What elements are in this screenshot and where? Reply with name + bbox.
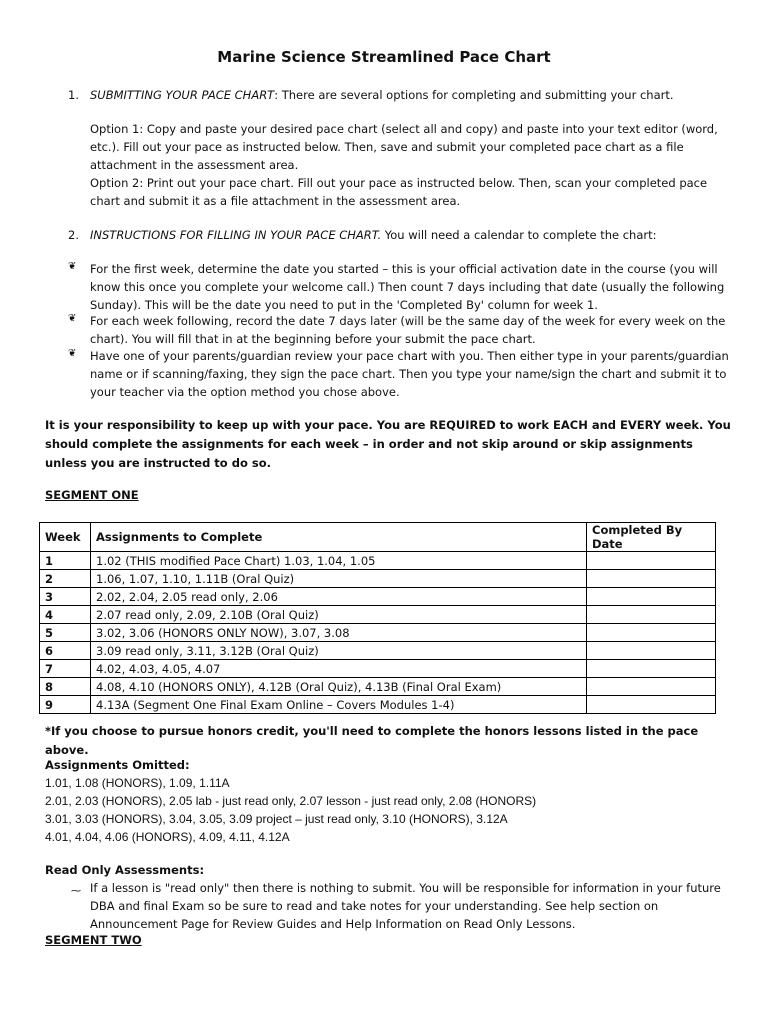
omitted-line: 3.01, 3.03 (HONORS), 3.04, 3.05, 3.09 project – just read only, 3.10 (HONORS), 3.12A	[45, 812, 508, 826]
table-row	[40, 606, 716, 624]
segment-one-heading: SEGMENT ONE	[45, 488, 139, 502]
segment-two-heading: SEGMENT TWO	[45, 933, 142, 947]
completed-by-cell[interactable]	[587, 642, 716, 660]
section-instructions	[68, 226, 728, 244]
completed-by-cell[interactable]	[587, 660, 716, 678]
week-cell: 7	[40, 660, 91, 678]
completed-by-cell[interactable]	[587, 678, 716, 696]
week-cell: 3	[40, 588, 91, 606]
completed-by-cell[interactable]	[587, 570, 716, 588]
table-row	[40, 552, 716, 570]
section-number: 1.	[68, 88, 79, 102]
feather-bullet-icon: ❦	[68, 348, 77, 359]
assignments-cell: 1.02 (THIS modified Pace Chart) 1.03, 1.04, 1.05	[91, 552, 587, 570]
omitted-heading: Assignments Omitted:	[45, 758, 190, 772]
completed-by-cell[interactable]	[587, 588, 716, 606]
section-submitting	[68, 86, 728, 104]
wave-bullet-icon: ⁓	[71, 886, 81, 897]
week-cell: 4	[40, 606, 91, 624]
assignments-cell: 4.08, 4.10 (HONORS ONLY), 4.12B (Oral Quiz), 4.13B (Final Oral Exam)	[91, 678, 587, 696]
read-only-heading: Read Only Assessments:	[45, 863, 205, 877]
page-title: Marine Science Streamlined Pace Chart	[217, 48, 551, 66]
assignments-cell: 2.02, 2.04, 2.05 read only, 2.06	[91, 588, 587, 606]
option-2-text: Option 2: Print out your pace chart. Fill out your pace as instructed below. Then, scan your completed pace chart and submit it as a file attachment in the assessment area.	[90, 176, 708, 208]
table-row	[40, 678, 716, 696]
completed-by-cell[interactable]	[587, 696, 716, 714]
table-header-row	[40, 523, 716, 552]
assignments-cell: 3.02, 3.06 (HONORS ONLY NOW), 3.07, 3.08	[91, 624, 587, 642]
column-header-assignments: Assignments to Complete	[91, 523, 587, 552]
assignments-cell: 2.07 read only, 2.09, 2.10B (Oral Quiz)	[91, 606, 587, 624]
assignments-cell: 4.02, 4.03, 4.05, 4.07	[91, 660, 587, 678]
feather-bullet-icon: ❦	[68, 261, 77, 272]
feather-bullet-icon: ❦	[68, 313, 77, 324]
completed-by-cell[interactable]	[587, 606, 716, 624]
week-cell: 5	[40, 624, 91, 642]
column-header-week: Week	[40, 523, 91, 552]
table-row	[40, 588, 716, 606]
section-number: 2.	[68, 228, 79, 242]
assignments-cell: 4.13A (Segment One Final Exam Online – Covers Modules 1-4)	[91, 696, 587, 714]
section-heading: SUBMITTING YOUR PACE CHART	[90, 88, 275, 102]
responsibility-note: It is your responsibility to keep up with your pace. You are REQUIRED to work EACH and EVERY week. You should complete the assignments for each week – in order and not skip around or skip assignments unless you are instructed to do so.	[45, 418, 731, 470]
section-text: : There are several options for completing and submitting your chart.	[274, 88, 674, 102]
bullet-text: Have one of your parents/guardian review your pace chart with you. Then either type in your parents/guardian name or if scanning/faxing, they sign the pace chart. Then you type your name/sign the chart and submit it to your teacher via the option method you chose above.	[90, 349, 729, 399]
omitted-line: 2.01, 2.03 (HONORS), 2.05 lab - just read only, 2.07 lesson - just read only, 2.08 (HONORS)	[45, 794, 537, 808]
bullet-text: For each week following, record the date 7 days later (will be the same day of the week for every week on the chart). You will fill that in at the beginning before your submit the pace chart.	[90, 314, 726, 346]
section-heading: INSTRUCTIONS FOR FILLING IN YOUR PACE CHART.	[90, 228, 382, 242]
week-cell: 2	[40, 570, 91, 588]
omitted-line: 1.01, 1.08 (HONORS), 1.09, 1.11A	[45, 776, 230, 790]
assignments-cell: 1.06, 1.07, 1.10, 1.11B (Oral Quiz)	[91, 570, 587, 588]
week-cell: 1	[40, 552, 91, 570]
assignments-cell: 3.09 read only, 3.11, 3.12B (Oral Quiz)	[91, 642, 587, 660]
pace-table	[39, 522, 716, 714]
option-1-text: Option 1: Copy and paste your desired pace chart (select all and copy) and paste into your text editor (word, etc.). Fill out your pace as instructed below. Then, save and submit your completed pace chart as a file attachment in the assessment area.	[90, 122, 718, 172]
table-row	[40, 696, 716, 714]
completed-by-cell[interactable]	[587, 624, 716, 642]
week-cell: 6	[40, 642, 91, 660]
completed-by-cell[interactable]	[587, 552, 716, 570]
table-row	[40, 642, 716, 660]
table-row	[40, 570, 716, 588]
omitted-line: 4.01, 4.04, 4.06 (HONORS), 4.09, 4.11, 4.12A	[45, 830, 290, 844]
column-header-completed-by: Completed By Date	[587, 523, 716, 552]
week-cell: 8	[40, 678, 91, 696]
table-row	[40, 624, 716, 642]
honors-note: *If you choose to pursue honors credit, you'll need to complete the honors lessons listed in the pace above.	[45, 724, 699, 757]
table-row	[40, 660, 716, 678]
section-text: You will need a calendar to complete the chart:	[381, 228, 657, 242]
bullet-text: For the first week, determine the date you started – this is your official activation date in the course (you will know this once you complete your welcome call.) Then count 7 days including that date (usually the following Sunday). This will be the date you need to put in the 'Completed By' column for week 1.	[90, 262, 725, 312]
read-only-text: If a lesson is "read only" then there is nothing to submit. You will be responsible for information in your future DBA and final Exam so be sure to read and take notes for your understanding. See help section on Announcement Page for Review Guides and Help Information on Read Only Lessons.	[90, 881, 721, 931]
week-cell: 9	[40, 696, 91, 714]
